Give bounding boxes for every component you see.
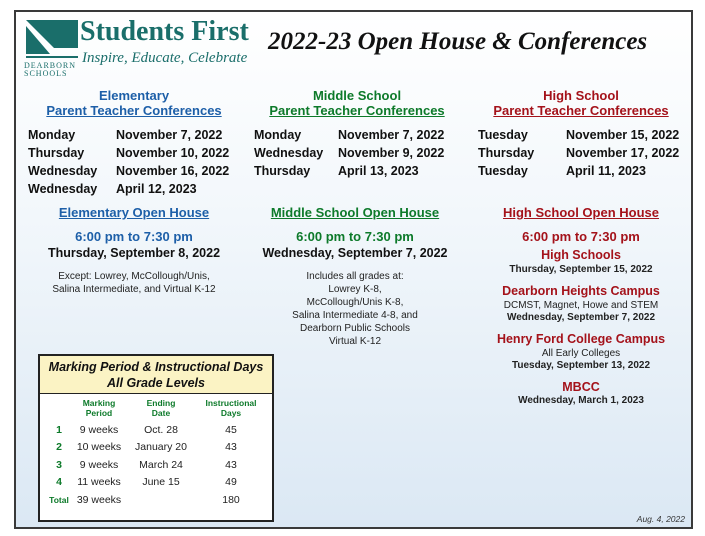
table-row bbox=[28, 163, 229, 179]
period-end-date: January 20 bbox=[135, 441, 187, 454]
elementary-open-house-note-1: Except: Lowrey, McCollough/Unis, bbox=[58, 271, 210, 282]
middle-conferences-title bbox=[252, 88, 462, 118]
col-instructional-days bbox=[198, 396, 264, 421]
elementary-open-house-time: 6:00 pm to 7:30 pm bbox=[75, 229, 193, 244]
table-row bbox=[254, 145, 444, 161]
conf-date: November 10, 2022 bbox=[116, 146, 230, 160]
period-days: 45 bbox=[225, 423, 237, 436]
dearborn-heights-date: Wednesday, September 7, 2022 bbox=[506, 312, 656, 323]
period-number: 2 bbox=[56, 441, 62, 454]
col-marking-period bbox=[74, 396, 124, 421]
dearborn-heights-title: Dearborn Heights Campus bbox=[502, 284, 660, 298]
elementary-title-line2: Parent Teacher Conferences bbox=[46, 103, 222, 118]
middle-open-house-time: 6:00 pm to 7:30 pm bbox=[296, 229, 414, 244]
brand-tagline: Inspire, Educate, Celebrate bbox=[82, 50, 248, 66]
table-row bbox=[44, 474, 264, 492]
middle-open-house bbox=[252, 205, 458, 348]
col-ending-date bbox=[124, 396, 198, 421]
conf-day: Thursday bbox=[254, 164, 311, 178]
header-text: Date bbox=[151, 408, 171, 418]
middle-title-line2: Parent Teacher Conferences bbox=[269, 103, 445, 118]
mbcc-title: MBCC bbox=[562, 380, 600, 394]
elementary-conferences-title bbox=[16, 88, 252, 118]
period-days: 49 bbox=[225, 476, 237, 489]
elementary-title-line1: Elementary bbox=[98, 88, 170, 103]
elementary-open-house-title: Elementary Open House bbox=[58, 205, 210, 220]
period-weeks: 10 weeks bbox=[76, 441, 122, 454]
total-date bbox=[124, 491, 198, 509]
middle-open-house-note: McCollough/Unis K-8, bbox=[306, 297, 404, 308]
conf-day: Tuesday bbox=[478, 128, 528, 142]
total-label: Total bbox=[49, 494, 69, 505]
period-days: 43 bbox=[225, 458, 237, 471]
table-row bbox=[44, 421, 264, 439]
conf-day: Thursday bbox=[478, 146, 535, 160]
table-row bbox=[28, 127, 229, 143]
conf-date: November 17, 2022 bbox=[566, 146, 680, 160]
conf-date: November 7, 2022 bbox=[116, 128, 223, 142]
conf-day: Thursday bbox=[28, 146, 85, 160]
conf-date: April 12, 2023 bbox=[116, 182, 197, 196]
header-text: Days bbox=[220, 408, 242, 418]
high-title-line1: High School bbox=[543, 88, 619, 103]
marking-period-title: Marking Period & Instructional Days bbox=[48, 360, 264, 374]
middle-open-house-note: Dearborn Public Schools bbox=[299, 323, 411, 334]
high-open-house-time: 6:00 pm to 7:30 pm bbox=[522, 229, 640, 244]
high-conference-dates bbox=[476, 125, 681, 181]
middle-open-house-date: Wednesday, September 7, 2022 bbox=[262, 246, 448, 260]
period-end-date: Oct. 28 bbox=[144, 423, 178, 436]
table-row bbox=[478, 127, 679, 143]
period-number: 3 bbox=[56, 458, 62, 471]
middle-open-house-note: Lowrey K-8, bbox=[328, 284, 382, 295]
conf-date: November 15, 2022 bbox=[566, 128, 680, 142]
period-end-date: June 15 bbox=[142, 476, 180, 489]
header-text: Ending bbox=[146, 398, 176, 408]
page-title: 2022-23 Open House & Conferences bbox=[268, 28, 648, 55]
table-row bbox=[28, 181, 229, 197]
middle-conference-dates bbox=[252, 125, 446, 181]
high-open-house bbox=[478, 205, 684, 406]
marking-period-subtitle: All Grade Levels bbox=[107, 376, 205, 390]
col-spacer bbox=[44, 396, 74, 421]
conf-day: Monday bbox=[254, 128, 302, 142]
conf-date: April 11, 2023 bbox=[566, 164, 646, 178]
header-text: Period bbox=[85, 408, 113, 418]
period-days: 43 bbox=[225, 441, 237, 454]
table-row bbox=[44, 456, 264, 474]
henry-ford-sub: All Early Colleges bbox=[541, 348, 621, 359]
mbcc-date: Wednesday, March 1, 2023 bbox=[518, 395, 644, 406]
elementary-open-house-note-2: Salina Intermediate, and Virtual K-12 bbox=[52, 284, 216, 295]
period-end-date: March 24 bbox=[139, 458, 183, 471]
conf-day: Monday bbox=[28, 128, 76, 142]
middle-open-house-note: Virtual K-12 bbox=[328, 336, 382, 347]
header-text: Marking bbox=[82, 398, 116, 408]
table-row bbox=[44, 439, 264, 457]
henry-ford-date: Tuesday, September 13, 2022 bbox=[511, 360, 651, 371]
middle-open-house-title: Middle School Open House bbox=[270, 205, 440, 220]
middle-title-line1: Middle School bbox=[312, 88, 402, 103]
conf-date: November 7, 2022 bbox=[338, 128, 445, 142]
conf-date: November 9, 2022 bbox=[338, 146, 445, 160]
table-row bbox=[254, 127, 444, 143]
table-header-row bbox=[44, 396, 264, 421]
district-line-2: SCHOOLS bbox=[24, 69, 68, 78]
henry-ford-title: Henry Ford College Campus bbox=[496, 332, 666, 346]
header-text: Instructional bbox=[205, 398, 257, 408]
high-schools-date: Thursday, September 15, 2022 bbox=[509, 264, 653, 275]
table-row bbox=[478, 163, 679, 179]
high-open-house-title: High School Open House bbox=[502, 205, 659, 220]
district-line-1: DEARBORN bbox=[24, 61, 77, 70]
marking-period-header bbox=[40, 356, 272, 394]
table-row bbox=[28, 145, 229, 161]
period-number: 1 bbox=[56, 423, 62, 436]
period-number: 4 bbox=[56, 476, 62, 489]
middle-open-house-note: Includes all grades at: bbox=[306, 271, 404, 282]
total-weeks: 39 weeks bbox=[76, 493, 122, 506]
conf-date: April 13, 2023 bbox=[338, 164, 419, 178]
period-weeks: 9 weeks bbox=[79, 458, 119, 471]
conf-day: Wednesday bbox=[28, 164, 98, 178]
dearborn-heights-schools: DCMST, Magnet, Howe and STEM bbox=[503, 300, 659, 311]
conf-day: Wednesday bbox=[254, 146, 324, 160]
marking-period-box bbox=[38, 354, 274, 522]
table-row bbox=[254, 163, 444, 179]
brand-name: Students First bbox=[80, 16, 249, 47]
table-row-total bbox=[44, 491, 264, 509]
flyer-frame bbox=[14, 10, 693, 529]
elementary-open-house-date: Thursday, September 8, 2022 bbox=[47, 246, 221, 260]
period-weeks: 11 weeks bbox=[77, 476, 121, 489]
total-days: 180 bbox=[222, 493, 240, 506]
middle-open-house-note: Salina Intermediate 4-8, and bbox=[292, 310, 418, 321]
district-wordmark bbox=[24, 62, 76, 78]
elementary-open-house bbox=[16, 205, 252, 296]
date-stamp: Aug. 4, 2022 bbox=[636, 514, 685, 524]
conf-day: Wednesday bbox=[28, 182, 98, 196]
conf-day: Tuesday bbox=[478, 164, 528, 178]
elementary-conference-dates bbox=[26, 125, 231, 199]
high-schools-title: High Schools bbox=[541, 248, 621, 262]
marking-period-table bbox=[44, 396, 264, 509]
period-weeks: 9 weeks bbox=[79, 423, 119, 436]
conf-date: November 16, 2022 bbox=[116, 164, 230, 178]
high-conferences-title bbox=[478, 88, 684, 118]
high-title-line2: Parent Teacher Conferences bbox=[493, 103, 669, 118]
table-row bbox=[478, 145, 679, 161]
